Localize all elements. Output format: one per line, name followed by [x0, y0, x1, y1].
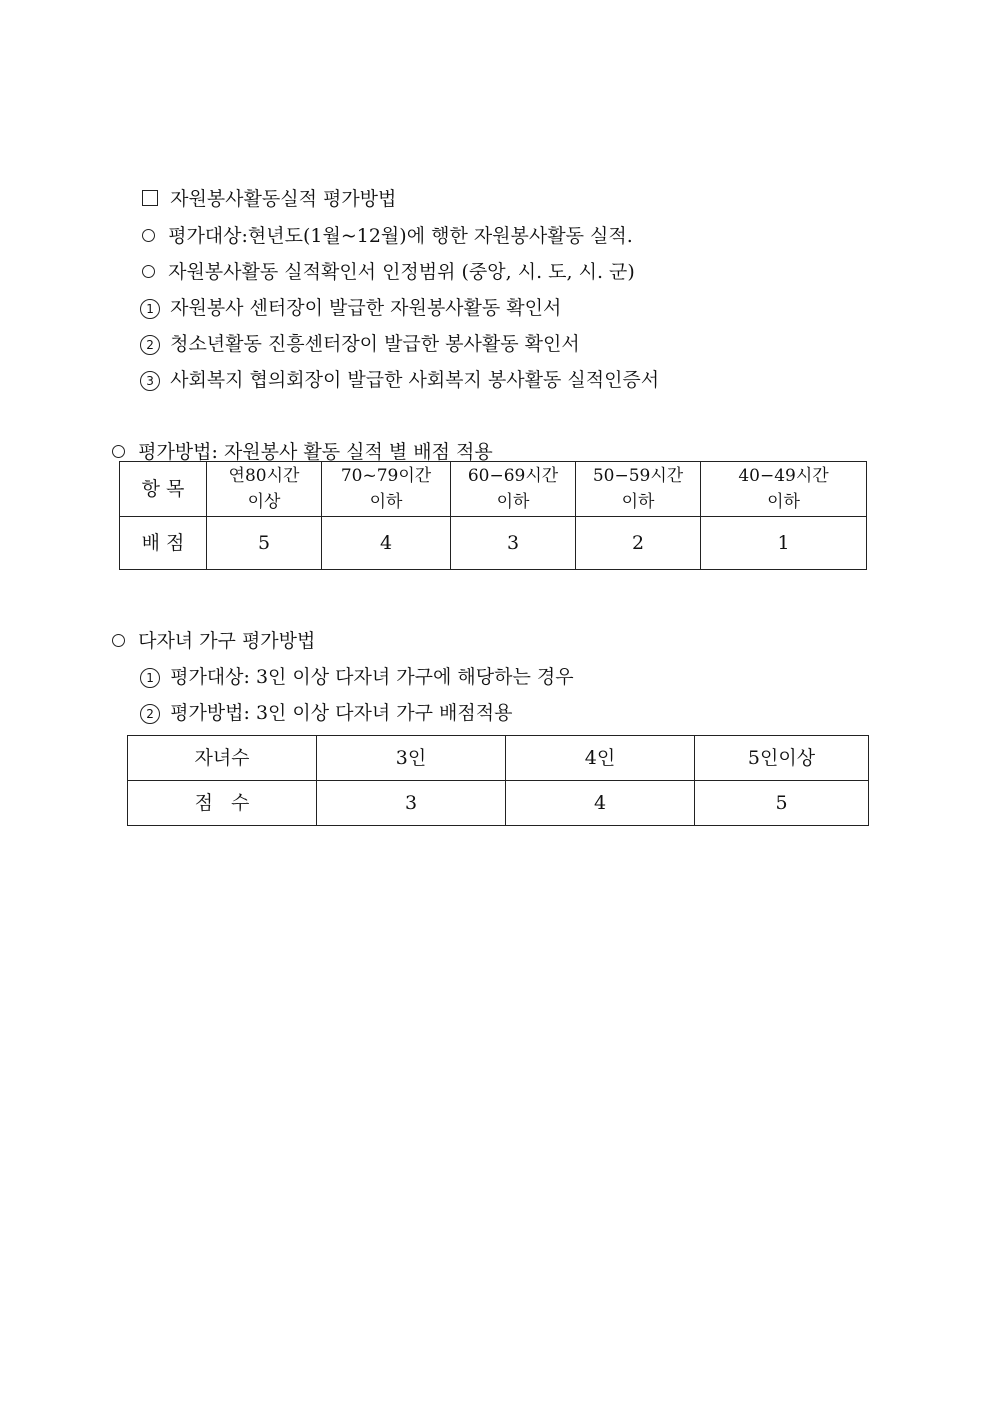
header-line2: 이상 [247, 492, 281, 512]
table-header-label: 자녀수 [128, 736, 317, 781]
table-cell: 2 [576, 517, 701, 570]
table-header-label: 항 목 [120, 462, 207, 517]
table-cell: 3 [451, 517, 576, 570]
list-item-text: 평가대상: 3인 이상 다자녀 가구에 해당하는 경우 [170, 666, 574, 688]
children-score-table [127, 735, 869, 826]
list-item [128, 677, 512, 725]
list-item-text: 사회복지 협의회장이 발급한 사회복지 봉사활동 실적인증서 [170, 369, 660, 391]
list-item-text: 평가방법: 3인 이상 다자녀 가구 배점적용 [170, 702, 513, 724]
table-header-row [128, 736, 869, 781]
table-header-cell [322, 462, 451, 517]
header-line1: 40−49시간 [738, 466, 829, 486]
section-heading [98, 416, 493, 464]
circled-number-two-icon: 2 [140, 335, 160, 355]
table-header-cell [576, 462, 701, 517]
header-line1: 60−69시간 [467, 466, 559, 486]
section-heading-text: 다자녀 가구 평가방법 [138, 630, 316, 652]
table-header-cell [701, 462, 867, 517]
header-line2: 이하 [369, 492, 403, 512]
table-header-cell [451, 462, 576, 517]
circled-number-three-icon: 3 [140, 371, 160, 391]
table-row [128, 781, 869, 826]
list-item-text: 청소년활동 진흥센터장이 발급한 봉사활동 확인서 [170, 333, 580, 355]
header-line1: 70~79이간 [340, 466, 432, 486]
table-row [120, 517, 867, 570]
circle-bullet-icon [112, 445, 125, 458]
section-heading-text: 평가방법: 자원봉사 활동 실적 별 배점 적용 [138, 441, 493, 463]
section-title-text: 자원봉사활동실적 평가방법 [170, 188, 397, 210]
table-header-cell: 4인 [506, 736, 695, 781]
list-item-text: 자원봉사 센터장이 발급한 자원봉사활동 확인서 [170, 297, 562, 319]
header-line1: 연80시간 [228, 466, 300, 486]
table-header-row [120, 462, 867, 517]
table-cell: 1 [701, 517, 867, 570]
table-row-label: 점 수 [128, 781, 317, 826]
header-line2: 이하 [621, 492, 655, 512]
volunteer-score-table [119, 461, 867, 570]
list-item [128, 344, 659, 392]
circled-number-one-icon: 1 [140, 668, 160, 688]
table-header-cell [207, 462, 322, 517]
table-cell: 5 [207, 517, 322, 570]
circled-number-one-icon: 1 [140, 299, 160, 319]
table-row-label: 배 점 [120, 517, 207, 570]
table-cell: 4 [322, 517, 451, 570]
table-header-cell: 3인 [317, 736, 506, 781]
table-cell: 5 [695, 781, 869, 826]
header-line2: 이하 [767, 492, 800, 512]
header-line2: 이하 [496, 492, 530, 512]
table-header-cell: 5인이상 [695, 736, 869, 781]
list-item-text: 자원봉사활동 실적확인서 인정범위 (중앙, 시. 도, 시. 군) [168, 261, 635, 283]
header-line1: 50−59시간 [592, 466, 684, 486]
circled-number-two-icon: 2 [140, 704, 160, 724]
list-item-text: 평가대상:현년도(1월~12월)에 행한 자원봉사활동 실적. [168, 225, 633, 247]
circle-bullet-icon [112, 634, 125, 647]
table-cell: 4 [506, 781, 695, 826]
table-cell: 3 [317, 781, 506, 826]
